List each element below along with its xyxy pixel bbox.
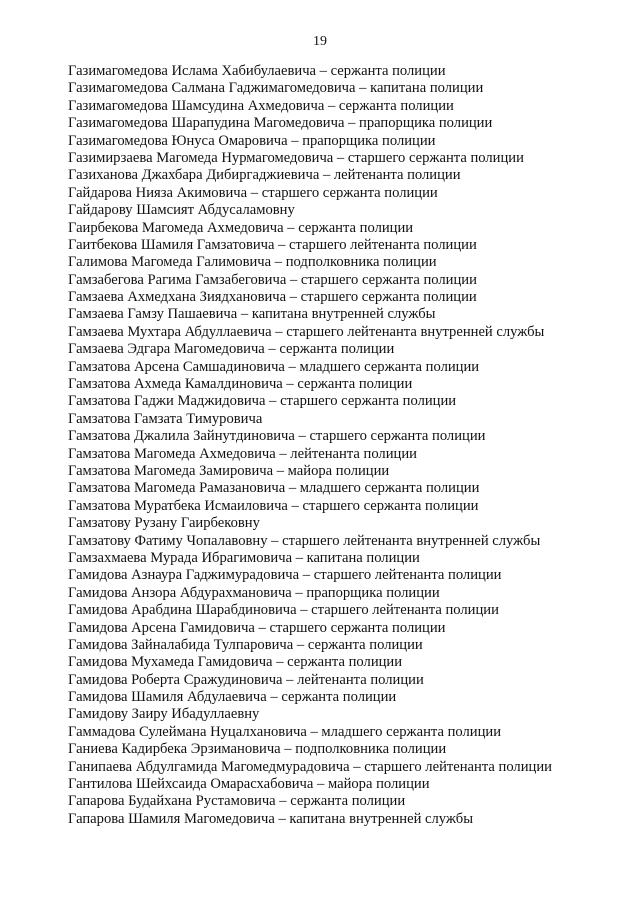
- list-item: Гамзаева Ахмедхана Зиядхановича – старшего сержанта полиции: [68, 289, 477, 306]
- list-item: Газимагомедова Салмана Гаджимагомедовича – капитана полиции: [68, 80, 484, 97]
- list-item: Гамзахмаева Мурада Ибрагимовича – капитана полиции: [68, 549, 420, 566]
- name-list: [68, 63, 634, 828]
- list-item: Гамзатова Ахмеда Камалдиновича – сержанта полиции: [68, 376, 413, 393]
- list-item: Гамидова Зайналабида Тулпаровича – сержанта полиции: [68, 636, 423, 653]
- page-number: 19: [313, 34, 327, 49]
- list-item: Гамидова Мухамеда Гамидовича – сержанта полиции: [68, 654, 403, 671]
- list-item: Гамидова Азнаура Гаджимурадовича – старшего лейтенанта полиции: [68, 567, 502, 584]
- list-item: Гамзатову Фатиму Чопалавовну – старшего лейтенанта внутренней службы: [68, 532, 541, 549]
- list-item: Ганипаева Абдулгамида Магомедмурадовича – старшего лейтенанта полиции: [68, 758, 552, 775]
- list-item: Гайдарову Шамсият Абдусаламовну: [68, 202, 295, 219]
- list-item: Гантилова Шейхсаида Омарасхабовича – майора полиции: [68, 776, 430, 793]
- list-item: Гамидова Анзора Абдурахмановича – прапорщика полиции: [68, 584, 440, 601]
- list-item: Гамзатова Джалила Зайнутдиновича – старшего сержанта полиции: [68, 428, 486, 445]
- list-item: Гаммадова Сулеймана Нуцалхановича – младшего сержанта полиции: [68, 723, 502, 740]
- list-item: Гамзатова Магомеда Рамазановича – младшего сержанта полиции: [68, 480, 480, 497]
- list-item: Гамзаева Мухтара Абдуллаевича – старшего лейтенанта внутренней службы: [68, 323, 545, 340]
- list-item: Гамидова Арабдина Шарабдиновича – старшего лейтенанта полиции: [68, 602, 499, 619]
- list-item: Гамидова Роберта Сражудиновича – лейтенанта полиции: [68, 671, 424, 688]
- list-item: Гамидову Заиру Ибадуллаевну: [68, 706, 260, 723]
- list-item: Гапарова Будайхана Рустамовича – сержанта полиции: [68, 793, 406, 810]
- list-item: Газимагомедова Шарапудина Магомедовича – прапорщика полиции: [68, 115, 493, 132]
- list-item: Гамзатова Гамзата Тимуровича: [68, 410, 263, 427]
- list-item: Газимагомедова Юнуса Омаровича – прапорщика полиции: [68, 132, 436, 149]
- list-item: Газиханова Джахбара Дибиргаджиевича – лейтенанта полиции: [68, 167, 461, 184]
- list-item: Гамидова Шамиля Абдулаевича – сержанта полиции: [68, 689, 397, 706]
- list-item: Гамзатова Магомеда Замировича – майора полиции: [68, 462, 390, 479]
- list-item: Гаитбекова Шамиля Гамзатовича – старшего лейтенанта полиции: [68, 236, 477, 253]
- list-item: Гамзаева Гамзу Пашаевича – капитана внутренней службы: [68, 306, 436, 323]
- list-item: Газимагомедова Ислама Хабибулаевича – сержанта полиции: [68, 63, 446, 79]
- list-item: Гамзатова Муратбека Исмаиловича – старшего сержанта полиции: [68, 497, 479, 514]
- list-item: Гамзатова Гаджи Маджидовича – старшего сержанта полиции: [68, 393, 457, 410]
- list-item: Гамзатову Рузану Гаирбековну: [68, 515, 260, 532]
- list-item: Гамзабегова Рагима Гамзабеговича – старшего сержанта полиции: [68, 271, 477, 288]
- list-item: Газимирзаева Магомеда Нурмагомедовича – старшего сержанта полиции: [68, 149, 524, 166]
- list-item: Гамзаева Эдгара Магомедовича – сержанта полиции: [68, 341, 395, 358]
- list-item: Гаирбекова Магомеда Ахмедовича – сержанта полиции: [68, 219, 414, 236]
- list-item: Гапарова Шамиля Магомедовича – капитана внутренней службы: [68, 810, 474, 827]
- list-item: Ганиева Кадирбека Эрзимановича – подполковника полиции: [68, 741, 447, 758]
- list-item: Гайдарова Нияза Акимовича – старшего сержанта полиции: [68, 184, 438, 201]
- list-item: Галимова Магомеда Галимовича – подполковника полиции: [68, 254, 437, 271]
- list-item: Газимагомедова Шамсудина Ахмедовича – сержанта полиции: [68, 97, 454, 114]
- list-item: Гамзатова Арсена Самшадиновича – младшего сержанта полиции: [68, 358, 480, 375]
- list-item: Гамзатова Магомеда Ахмедовича – лейтенанта полиции: [68, 445, 417, 462]
- list-item: Гамидова Арсена Гамидовича – старшего сержанта полиции: [68, 619, 446, 636]
